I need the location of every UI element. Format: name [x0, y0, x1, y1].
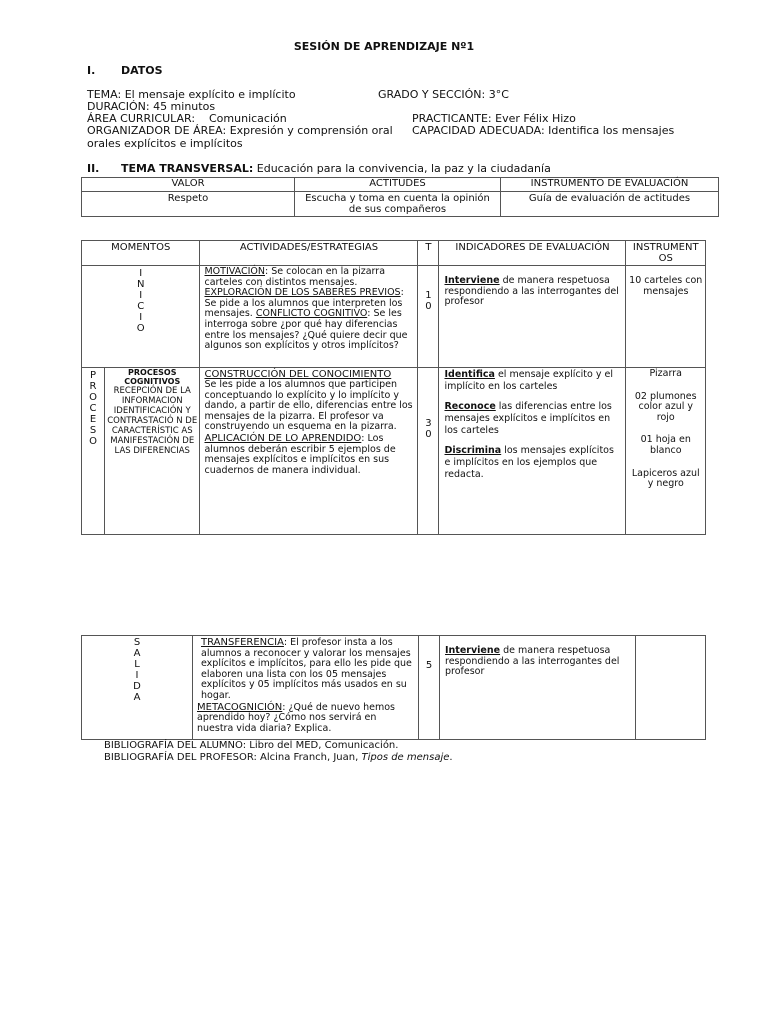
moment-letter: S	[133, 637, 141, 648]
bibliografia-alumno: BIBLIOGRAFÍA DEL ALUMNO: Libro del MED, Comunicación.	[104, 740, 399, 751]
aplicacion-label: APLICACIÓN DE LO APRENDIDO	[204, 432, 362, 444]
grado-line: GRADO Y SECCIÓN: 3°C	[378, 88, 509, 101]
moment-letter: A	[133, 648, 141, 659]
indicador-text: el mensaje explícito y el implícito en los carteles	[444, 369, 613, 392]
motivacion-text: : Se colocan en la pizarra carteles con distintos mensajes.	[204, 266, 386, 288]
indicador-item	[444, 401, 621, 437]
valores-header-valor: VALOR	[82, 178, 295, 192]
procesos-title: PROCESOS COGNITIVOS	[124, 368, 181, 386]
time-digit: 0	[425, 301, 432, 312]
moment-letter: O	[89, 436, 97, 447]
moment-letter: R	[89, 381, 97, 392]
indicador-verb: Interviene	[444, 275, 500, 286]
document-title: SESIÓN DE APRENDIZAJE Nº1	[293, 40, 475, 53]
valores-cell-actitudes: Escucha y toma en cuenta la opinión de sus compañeros	[295, 192, 501, 217]
conflicto-text: : Se les interroga sobre ¿por qué hay diferencias entre los mensajes? ¿Qué quiere decir que algunos son explícitos y otros implícitos?	[204, 308, 408, 352]
salida-time: 5	[419, 636, 440, 740]
proceso-actividades	[200, 368, 418, 535]
section-number-transversal: II.	[87, 162, 100, 175]
tema-transversal-value: Educación para la convivencia, la paz y la ciudadanía	[256, 162, 551, 175]
duracion-line: DURACIÓN: 45 minutos	[87, 100, 216, 113]
organizador-line-2: orales explícitos e implícitos	[87, 137, 243, 150]
transferencia-text: : El profesor insta a los alumnos a reconocer y valorar los mensajes explícitos e implícitos, para ello les pide que elaboren una lista con los 05 mensajes explícitos y 05 implícitos más usados en su hogar.	[201, 637, 412, 701]
inicio-indicador	[439, 266, 626, 368]
time-digit: 0	[425, 429, 432, 440]
indicador-verb: Reconoce	[444, 401, 496, 412]
proceso-time	[418, 368, 439, 535]
valores-cell-instrumento: Guía de evaluación de actitudes	[501, 192, 719, 217]
valores-header-actitudes: ACTITUDES	[295, 178, 501, 192]
procesos-item: IDENTIFICACIÓN Y CONTRASTACIÓ N DE CARACTERÍSTIC AS	[107, 406, 198, 436]
moment-letter: D	[133, 681, 141, 692]
indicador-text: los mensajes explícitos e implícitos en los ejemplos que redacta.	[444, 445, 614, 480]
bibliografia-profesor-prefix: BIBLIOGRAFÍA DEL PROFESOR: Alcina Franch, Juan,	[104, 752, 362, 763]
header-actividades: ACTIVIDADES/ESTRATEGIAS	[200, 241, 418, 266]
section-heading-datos: DATOS	[121, 64, 163, 77]
tema-transversal-line	[121, 163, 551, 175]
header-instrumentos: INSTRUMENT OS	[626, 241, 706, 266]
transferencia-label: TRANSFERENCIA	[201, 637, 284, 648]
moment-letter: C	[137, 301, 145, 312]
moment-inicio	[82, 266, 200, 368]
moment-letter: C	[89, 403, 97, 414]
indicador-item	[444, 369, 621, 393]
practicante-line: PRACTICANTE: Ever Félix Hizo	[412, 112, 576, 125]
organizador-line: ORGANIZADOR DE ÁREA: Expresión y comprensión oral	[87, 124, 393, 137]
valores-table	[81, 177, 719, 217]
indicador-verb: Discrimina	[444, 445, 502, 456]
main-table	[81, 240, 706, 535]
bibliografia-profesor	[104, 752, 453, 763]
header-momentos: MOMENTOS	[82, 241, 200, 266]
valores-header-instrumento: INSTRUMENTO DE EVALUACIÓN	[501, 178, 719, 192]
moment-letter: I	[139, 312, 143, 323]
indicador-item	[444, 445, 621, 481]
header-t: T	[418, 241, 439, 266]
metacognicion-text: : ¿Qué de nuevo hemos aprendido hoy? ¿Cómo nos servirá en nuestra vida diaria? Explica.	[197, 701, 396, 734]
header-indicadores: INDICADORES DE EVALUACIÓN	[439, 241, 626, 266]
motivacion-label: MOTIVACIÓN	[204, 266, 266, 277]
exploracion-label: EXPLORACIÓN DE LOS SABERES PREVIOS	[204, 287, 401, 299]
salida-indicador	[440, 636, 636, 740]
area-label: ÁREA CURRICULAR:	[87, 112, 196, 125]
indicador-text: de manera respetuosa respondiendo a las interrogantes del profesor	[445, 645, 620, 678]
moment-letter: O	[89, 392, 97, 403]
metacognicion-label: METACOGNICIÓN	[197, 701, 283, 713]
construccion-text: Se les pide a los alumnos que participen conceptuando lo explícito y lo implícito y dando, a partir de ello, diferencias entre los mensajes de la pizarra. El profesor va construyendo un esquema en la pizarra.	[204, 379, 413, 433]
conflicto-label: CONFLICTO COGNITIVO	[255, 308, 368, 320]
indicador-text: de manera respetuosa respondiendo a las interrogantes del profesor	[444, 275, 619, 308]
procesos-cognitivos	[105, 368, 200, 535]
moment-letter: L	[134, 659, 140, 670]
section-number-datos: I.	[87, 64, 96, 77]
moment-letter: A	[133, 692, 141, 703]
procesos-item: MANIFESTACIÓN DE LAS DIFERENCIAS	[110, 436, 195, 456]
moment-letter: N	[137, 279, 145, 290]
bibliografia-profesor-title: Tipos de mensaje	[361, 752, 450, 763]
salida-instrumento	[636, 636, 706, 740]
tema-line: TEMA: El mensaje explícito e implícito	[87, 88, 296, 101]
procesos-item: RECEPCIÓN DE LA INFORMACION	[113, 386, 191, 406]
time-digit: 1	[425, 290, 432, 301]
area-value: Comunicación	[209, 112, 287, 125]
inicio-instrumento: 10 carteles con mensajes	[626, 266, 706, 368]
instrumento-item: Pizarra	[649, 368, 682, 379]
valores-cell-valor: Respeto	[82, 192, 295, 217]
proceso-indicadores	[439, 368, 626, 535]
moment-letter: P	[89, 370, 97, 381]
instrumento-item: 01 hoja en blanco	[640, 434, 691, 456]
inicio-time	[418, 266, 439, 368]
indicador-verb: Interviene	[445, 645, 501, 656]
proceso-instrumentos	[626, 368, 706, 535]
exploracion-text: : Se pide a los alumnos que interpreten los mensajes.	[204, 287, 404, 320]
tema-transversal-label: TEMA TRANSVERSAL:	[121, 162, 254, 175]
moment-proceso	[82, 368, 105, 535]
moment-salida	[82, 636, 193, 740]
moment-letter: I	[139, 290, 143, 301]
moment-letter: I	[135, 670, 139, 681]
inicio-actividades	[200, 266, 418, 368]
indicador-text: las diferencias entre los mensajes explícitos e implícitos en los carteles	[444, 401, 612, 436]
salida-actividades	[193, 636, 419, 740]
moment-letter: I	[139, 268, 143, 279]
capacidad-line: CAPACIDAD ADECUADA: Identifica los mensajes	[412, 124, 675, 137]
aplicacion-text: : Los alumnos deberán escribir 5 ejemplos de mensajes explícitos e implícitos en sus cuadernos de manera individual.	[204, 432, 396, 476]
instrumento-item: Lapiceros azul y negro	[631, 467, 700, 490]
salida-table	[81, 635, 706, 740]
moment-letter: O	[136, 323, 145, 334]
construccion-label: CONSTRUCCIÓN DEL CONOCIMIENTO	[204, 369, 392, 380]
moment-letter: E	[89, 414, 97, 425]
instrumento-item: 02 plumones color azul y rojo	[634, 390, 697, 423]
indicador-verb: Identifica	[444, 369, 495, 380]
moment-letter: S	[89, 425, 97, 436]
time-digit: 3	[425, 418, 432, 429]
bibliografia-profesor-suffix: .	[449, 752, 453, 763]
